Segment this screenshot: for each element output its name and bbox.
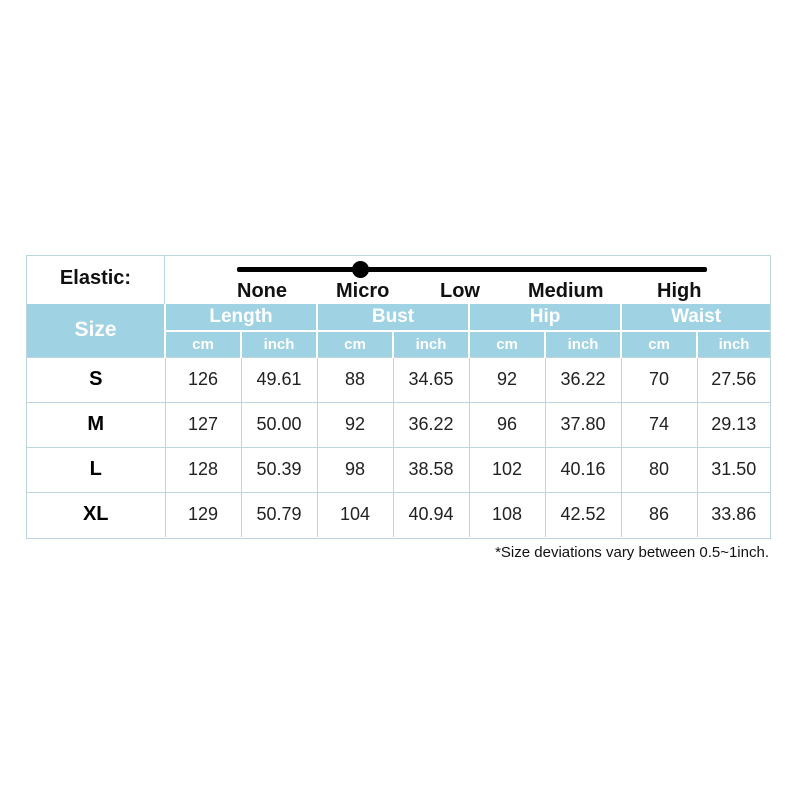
- value-cell: 92: [317, 402, 393, 447]
- value-cell: 49.61: [241, 357, 317, 402]
- value-cell: 102: [469, 447, 545, 492]
- table-row: [27, 357, 770, 402]
- size-deviation-note: *Size deviations vary between 0.5~1inch.: [495, 544, 769, 561]
- value-cell: 104: [317, 492, 393, 537]
- value-cell: 27.56: [697, 357, 770, 402]
- value-cell: 88: [317, 357, 393, 402]
- value-cell: 108: [469, 492, 545, 537]
- value-cell: 80: [621, 447, 697, 492]
- value-cell: 96: [469, 402, 545, 447]
- value-cell: 70: [621, 357, 697, 402]
- unit-header: inch: [545, 331, 621, 357]
- group-header-waist: Waist: [621, 304, 770, 331]
- group-header-bust: Bust: [317, 304, 469, 331]
- value-cell: 34.65: [393, 357, 469, 402]
- value-cell: 33.86: [697, 492, 770, 537]
- elastic-level-medium: Medium: [528, 280, 604, 302]
- value-cell: 29.13: [697, 402, 770, 447]
- size-chart: [26, 255, 771, 539]
- table-row: [27, 402, 770, 447]
- value-cell: 126: [165, 357, 241, 402]
- unit-header: inch: [697, 331, 770, 357]
- value-cell: 36.22: [393, 402, 469, 447]
- elastic-row: [27, 256, 770, 304]
- value-cell: 50.79: [241, 492, 317, 537]
- value-cell: 98: [317, 447, 393, 492]
- table-row: [27, 447, 770, 492]
- unit-header: inch: [393, 331, 469, 357]
- unit-header: cm: [469, 331, 545, 357]
- value-cell: 42.52: [545, 492, 621, 537]
- elastic-level-high: High: [657, 280, 702, 302]
- value-cell: 50.00: [241, 402, 317, 447]
- size-cell: S: [27, 357, 165, 402]
- group-header-hip: Hip: [469, 304, 621, 331]
- value-cell: 36.22: [545, 357, 621, 402]
- unit-header: cm: [621, 331, 697, 357]
- value-cell: 92: [469, 357, 545, 402]
- elastic-scale-bar: [237, 267, 707, 272]
- elastic-level-low: Low: [440, 280, 480, 302]
- size-cell: XL: [27, 492, 165, 537]
- size-cell: M: [27, 402, 165, 447]
- table-row: [27, 492, 770, 537]
- value-cell: 40.16: [545, 447, 621, 492]
- elastic-level-none: None: [237, 280, 287, 302]
- value-cell: 40.94: [393, 492, 469, 537]
- unit-header: inch: [241, 331, 317, 357]
- value-cell: 38.58: [393, 447, 469, 492]
- size-cell: L: [27, 447, 165, 492]
- group-header-length: Length: [165, 304, 317, 331]
- size-column-header: Size: [27, 304, 165, 357]
- elastic-scale-marker: [352, 261, 369, 278]
- value-cell: 86: [621, 492, 697, 537]
- value-cell: 74: [621, 402, 697, 447]
- value-cell: 37.80: [545, 402, 621, 447]
- value-cell: 129: [165, 492, 241, 537]
- elastic-label: Elastic:: [27, 256, 165, 304]
- unit-header: cm: [317, 331, 393, 357]
- size-table: [27, 304, 770, 537]
- elastic-level-micro: Micro: [336, 280, 390, 302]
- value-cell: 128: [165, 447, 241, 492]
- value-cell: 127: [165, 402, 241, 447]
- unit-header: cm: [165, 331, 241, 357]
- value-cell: 31.50: [697, 447, 770, 492]
- value-cell: 50.39: [241, 447, 317, 492]
- elastic-scale: [165, 256, 770, 304]
